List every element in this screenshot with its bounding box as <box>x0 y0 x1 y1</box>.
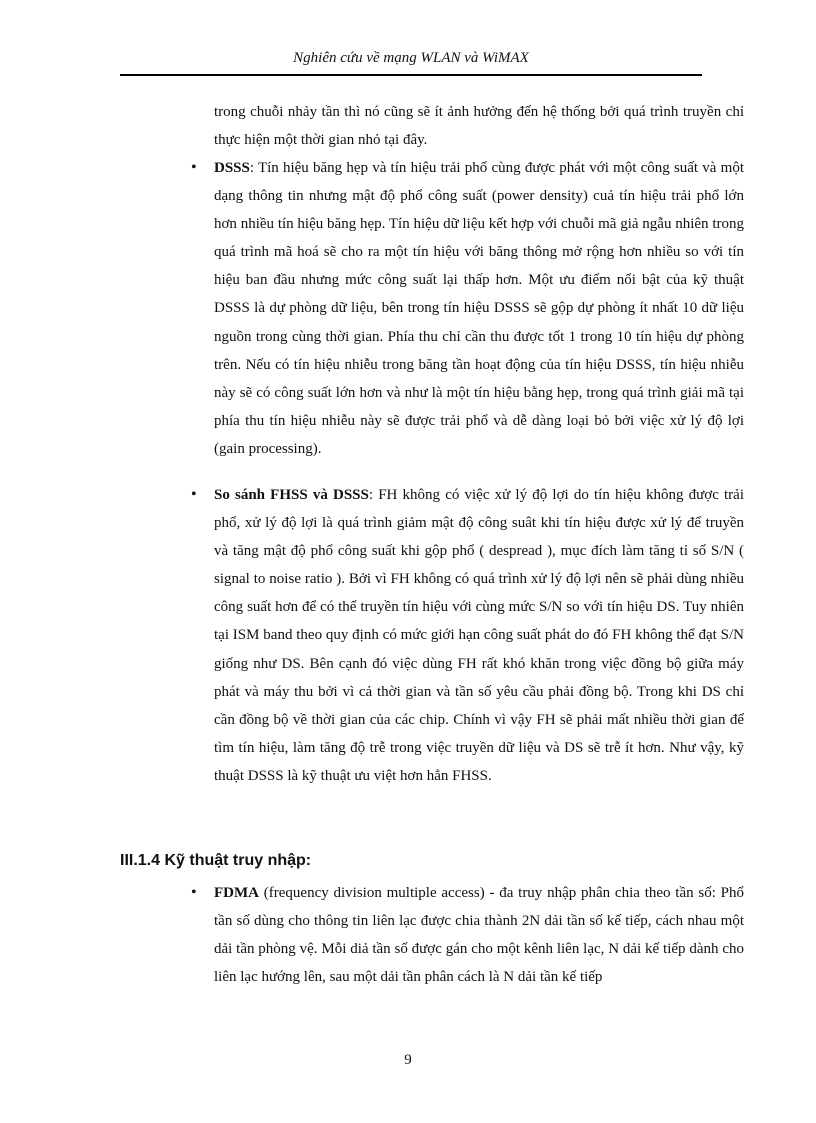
bullet-separator: : <box>368 487 379 503</box>
bullet-dsss <box>191 154 744 463</box>
bullet-term: So sánh FHSS và DSSS <box>214 487 369 503</box>
bullet-term: FDMA <box>214 885 259 901</box>
bullet-dot-icon: • <box>191 486 197 503</box>
bullet-text: Tín hiệu băng hẹp và tín hiệu trải phổ cùng được phát với một công suất và một dạng thông tin nhưng mật độ phổ công suất (power density) cuả tín hiệu trải phổ lớn hơn nhiều tín hiệu băng hẹp. Tín hiệu dữ liệu kết hợp với chuỗi mã giả ngẫu nhiên trong quá trình mã hoá sẽ cho ra một tín hiệu với băng thông mở rộng hơn nhiều so với tín hiệu ban đầu nhưng mức công suất lại thấp hơn. Một ưu điểm nổi bật của kỹ thuật DSSS là dự phòng dữ liệu, bên trong tín hiệu DSSS sẽ gộp dự phòng ít nhất 10 dữ liệu nguồn trong cùng thời gian. Phía thu chỉ cần thu được tốt 1 trong 10 tín hiệu dự phòng trên. Nếu có tín hiệu nhiễu trong băng tần hoạt động của tín hiệu DSSS, tín hiệu nhiễu này sẽ có công suất lớn hơn và như là một tín hiệu bằng hẹp, trong quá trình giải mã tại phía thu tín hiệu nhiễu này sẽ được trải phổ và dễ dàng loại bỏ bởi việc xử lý độ lợi (gain processing). <box>214 160 744 457</box>
bullet-fdma <box>191 879 744 991</box>
bullet-dot-icon: • <box>191 884 197 901</box>
bullet-dot-icon: • <box>191 159 197 176</box>
section-title: III.1.4 Kỹ thuật truy nhập: <box>120 852 312 869</box>
bullet-separator: : <box>249 160 258 176</box>
bullet-term: DSSS <box>214 160 250 176</box>
continuation-paragraph: trong chuỗi nhảy tần thì nó cũng sẽ ít ảnh hưởng đến hệ thống bởi quá trình truyền chỉ thực hiện một thời gian nhỏ tại đây. <box>214 104 744 149</box>
bullet-fhss-vs-dsss <box>191 481 744 790</box>
page-number: 9 <box>404 1052 412 1068</box>
running-header: Nghiên cứu về mạng WLAN và WiMAX <box>293 50 529 66</box>
bullet-text: FH không có việc xử lý độ lợi do tín hiệu không được trải phổ, xử lý độ lợi là quá trình giảm mật độ công suât khi tín hiệu được xử lý để truyền và tăng mật độ phổ công suất khi gộp phổ ( despread ), mục đích làm tăng tỉ số S/N ( signal to noise ratio ). Bởi vì FH không có quá trình xử lý độ lợi nên sẽ phải dùng nhiều công suất hơn để có thể truyền tín hiệu với cùng mức S/N so với tín hiệu DS. Tuy nhiên tại ISM band theo quy định có mức giới hạn công suất phát do đó FH không thể đạt S/N giống như DS. Bên cạnh đó việc dùng FH rất khó khăn trong việc đồng bộ giữa máy phát và máy thu bởi vì cả thời gian và tần số yêu cầu phải đồng bộ. Trong khi DS chỉ cần đồng bộ về thời gian của các chip. Chính vì vậy FH sẽ phải mất nhiều thời gian để tìm tín hiệu, làm tăng độ trễ trong việc truyền dữ liệu và DS sẽ trễ ít hơn. Như vậy, kỹ thuật DSSS là kỹ thuật ưu việt hơn hẳn FHSS. <box>214 487 744 784</box>
bullet-text: (frequency division multiple access) - đa truy nhập phân chia theo tần số: Phổ tần số dùng cho thông tin liên lạc được chia thành 2N dải tần số kế tiếp, cách nhau một dải tần phòng vệ. Mỗi diả tần số được gán cho một kênh liên lạc, N dải kế tiếp dành cho liên lạc hướng lên, sau một dải tần phân cách là N dải tần kế tiếp <box>214 885 744 986</box>
header-rule <box>120 74 702 76</box>
